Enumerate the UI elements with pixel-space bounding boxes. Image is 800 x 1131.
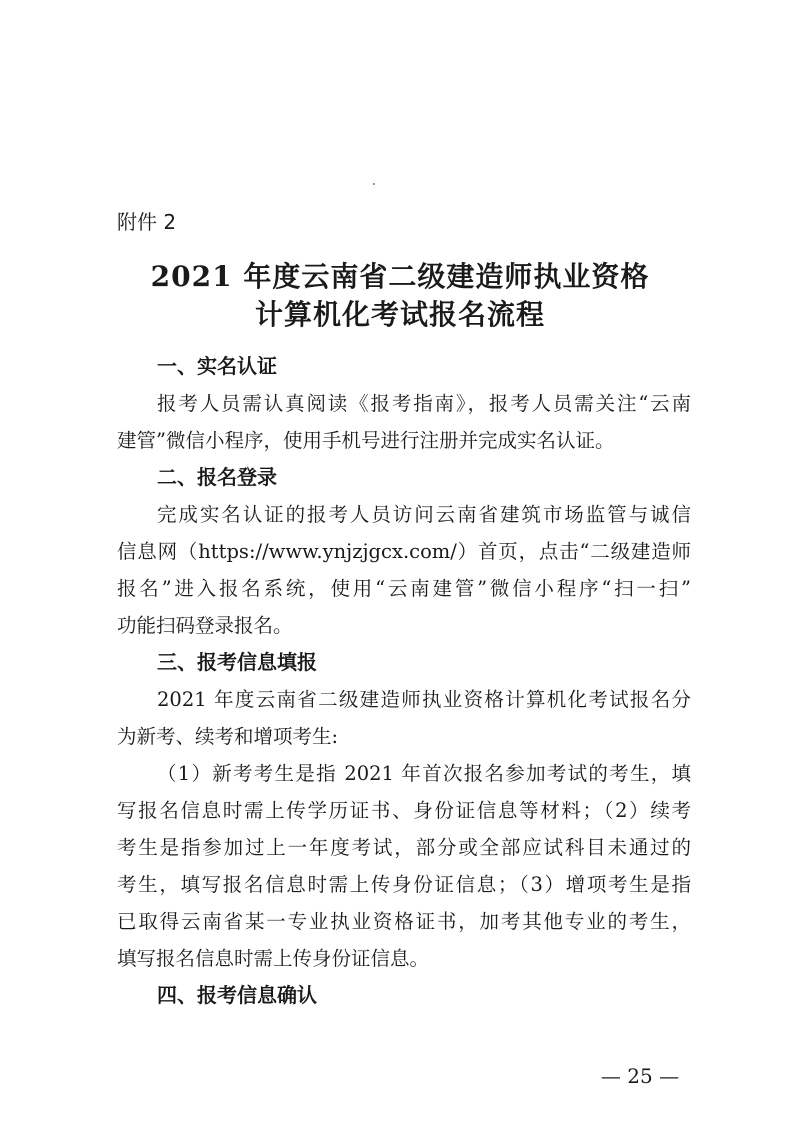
paragraph-line: 信息网（https://www.ynjzjgcx.com/）首页，点击“二级建造师 — [117, 540, 691, 563]
paragraph-line: 完成实名认证的报考人员访问云南省建筑市场监管与诚信 — [157, 503, 691, 526]
attachment-label: 附件 2 — [117, 210, 177, 234]
paragraph-line: 写报名信息时需上传学历证书、身份证信息等材料；（2）续考 — [117, 799, 691, 822]
document-title-line-2: 计算机化考试报名流程 — [254, 298, 545, 331]
section-heading-real-name: 一、实名认证 — [157, 354, 277, 378]
paragraph-line: 填写报名信息时需上传身份证信息。 — [117, 947, 430, 970]
paragraph-line: 2021 年度云南省二级建造师执业资格计算机化考试报名分 — [157, 688, 691, 711]
document-title-line-1: 2021 年度云南省二级建造师执业资格 — [150, 260, 650, 293]
paragraph-line: 考生是指参加过上一年度考试，部分或全部应试科目未通过的 — [117, 836, 691, 859]
scan-speck — [373, 183, 375, 185]
paragraph-line: 报考人员需认真阅读《报考指南》，报考人员需关注“云南 — [157, 392, 691, 415]
paragraph-line: （1）新考考生是指 2021 年首次报名参加考试的考生，填 — [157, 762, 691, 785]
paragraph-line: 建管”微信小程序，使用手机号进行注册并完成实名认证。 — [117, 429, 615, 452]
paragraph-line: 为新考、续考和增项考生: — [117, 725, 339, 748]
paragraph-line: 报名”进入报名系统，使用“云南建管”微信小程序“扫一扫” — [117, 577, 691, 600]
section-heading-info-confirm: 四、报考信息确认 — [157, 983, 317, 1007]
section-heading-login: 二、报名登录 — [157, 465, 277, 489]
paragraph-line: 考生，填写报名信息时需上传身份证信息；（3）增项考生是指 — [117, 873, 691, 896]
page-number: — 25 — — [600, 1064, 680, 1088]
section-heading-info-filling: 三、报考信息填报 — [157, 650, 317, 674]
paragraph-line: 已取得云南省某一专业执业资格证书，加考其他专业的考生， — [117, 910, 691, 933]
document-body — [117, 348, 691, 1014]
paragraph-line: 功能扫码登录报名。 — [117, 614, 293, 637]
